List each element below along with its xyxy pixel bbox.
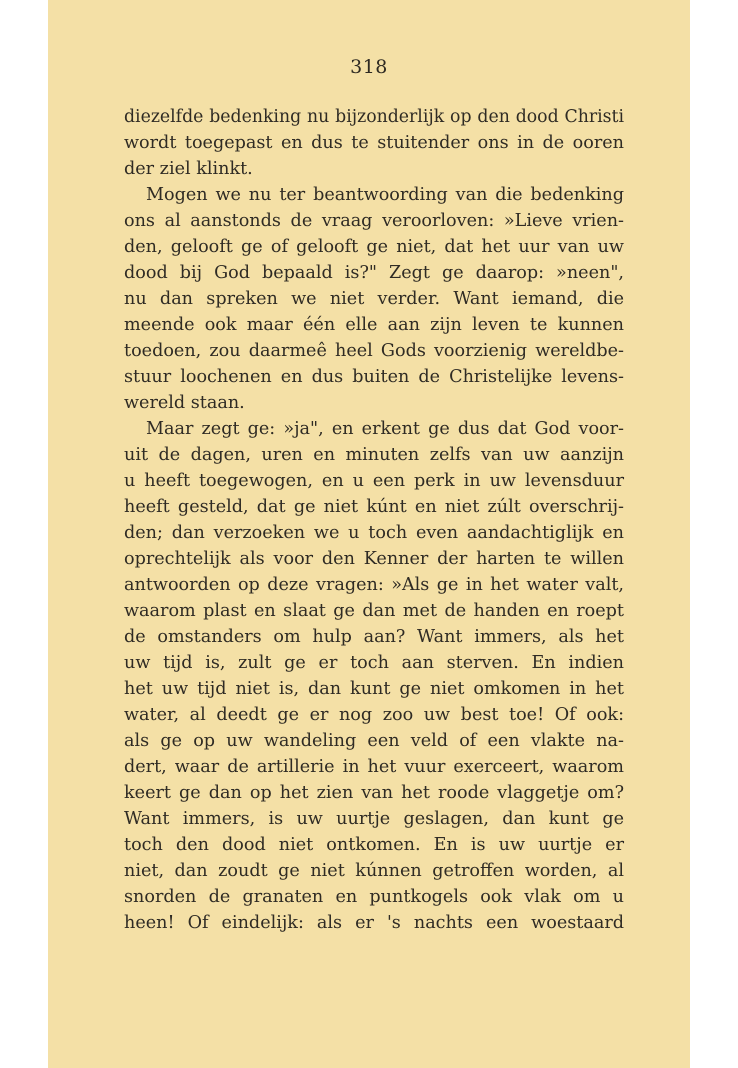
text-line: meende ook maar één elle aan zijn leven te kunnen (124, 315, 624, 335)
text-line: den; dan verzoeken we u toch even aandachtiglijk en (124, 523, 624, 543)
text-line: uit de dagen, uren en minuten zelfs van uw aanzijn (124, 445, 624, 465)
book-page (48, 0, 690, 1068)
text-line: Maar zegt ge: »ja", en erkent ge dus dat God voor- (146, 419, 624, 439)
text-line: als ge op uw wandeling een veld of een vlakte na- (124, 731, 624, 751)
text-line: water, al deedt ge er nog zoo uw best toe! Of ook: (124, 705, 624, 725)
text-line: wordt toegepast en dus te stuitender ons in de ooren (124, 133, 624, 153)
text-line: heeft gesteld, dat ge niet kúnt en niet zúlt overschrij- (124, 497, 624, 517)
text-line: niet, dan zoudt ge niet kúnnen getroffen worden, al (124, 861, 624, 881)
text-line: den, gelooft ge of gelooft ge niet, dat het uur van uw (124, 237, 624, 257)
text-line: stuur loochenen en dus buiten de Christelijke levens- (124, 367, 624, 387)
text-line: toch den dood niet ontkomen. En is uw uurtje er (124, 835, 624, 855)
text-line: oprechtelijk als voor den Kenner der harten te willen (124, 549, 624, 569)
text-line: ons al aanstonds de vraag veroorloven: »Lieve vrien- (124, 211, 624, 231)
text-line: der ziel klinkt. (124, 159, 253, 179)
text-line: uw tijd is, zult ge er toch aan sterven. En indien (124, 653, 624, 673)
text-line: Want immers, is uw uurtje geslagen, dan kunt ge (124, 809, 624, 829)
text-line: heen! Of eindelijk: als er 's nachts een woestaard (124, 913, 624, 933)
text-line: dood bij God bepaald is?" Zegt ge daarop: »neen", (124, 263, 624, 283)
text-line: waarom plast en slaat ge dan met de handen en roept (124, 601, 624, 621)
text-line: de omstanders om hulp aan? Want immers, als het (124, 627, 624, 647)
page-number: 318 (350, 56, 388, 78)
text-line: toedoen, zou daarmeê heel Gods voorzienig wereldbe- (124, 341, 624, 361)
text-line: Mogen we nu ter beantwoording van die bedenking (146, 185, 624, 205)
text-line: wereld staan. (124, 393, 245, 413)
text-line: snorden de granaten en puntkogels ook vlak om u (124, 887, 624, 907)
text-line: nu dan spreken we niet verder. Want iemand, die (124, 289, 624, 309)
text-line: diezelfde bedenking nu bijzonderlijk op den dood Christi (124, 107, 624, 127)
text-line: u heeft toegewogen, en u een perk in uw levensduur (124, 471, 624, 491)
body-text (124, 104, 624, 936)
text-line: antwoorden op deze vragen: »Als ge in het water valt, (124, 575, 624, 595)
text-line: dert, waar de artillerie in het vuur exerceert, waarom (124, 757, 624, 777)
text-line: keert ge dan op het zien van het roode vlaggetje om? (124, 783, 624, 803)
text-line: het uw tijd niet is, dan kunt ge niet omkomen in het (124, 679, 624, 699)
